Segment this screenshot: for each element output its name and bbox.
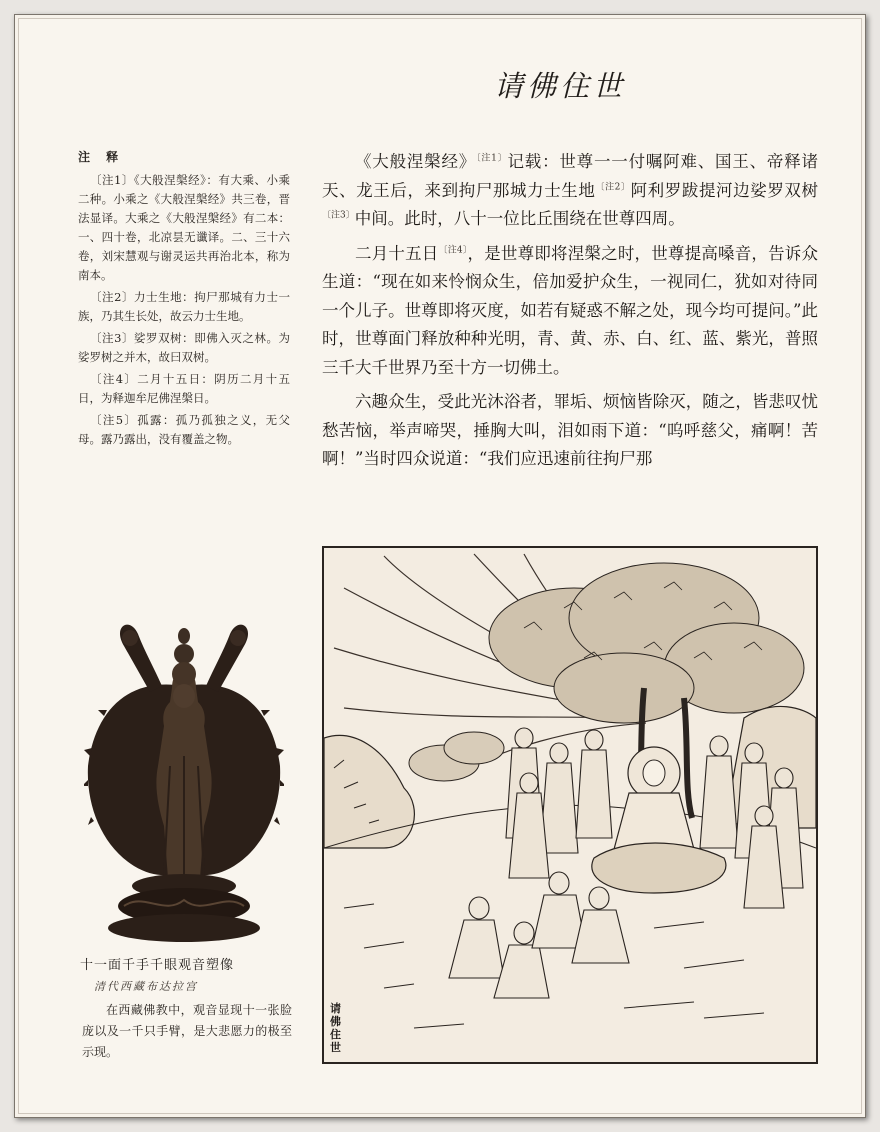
p2-text-b: ，是世尊即将涅槃之时，世尊提高嗓音，告诉众生道：“现在如来怜悯众生，倍加爱护众生，一视同仁，犹如对待同一个儿子。世尊即将灭度，如若有疑惑不解之处，现今均可提问。”此时，世尊面门释放种种光明，青、黄、赤、白、红、蓝、紫光，普照三千大千世界乃至十方一切佛土。 xyxy=(322,243,819,377)
notes-heading: 注 释 xyxy=(78,150,125,164)
statue-description: 在西藏佛教中，观音显现十一张脸庞以及一千只手臂，是大悲愿力的极至示现。 xyxy=(82,1003,292,1059)
footnote-ref-2: 〔注2〕 xyxy=(595,182,631,192)
woodblock-illustration xyxy=(322,546,818,1064)
note-1: 〔注1〕《大般涅槃经》：有大乘、小乘二种。小乘之《大般涅槃经》共三卷，晋法显译。大乘之《大般涅槃经》有二本：一、四十卷，北凉昙无谶译。二、三十六卷，刘宋慧观与谢灵运共再治北本，称为南本。 xyxy=(78,173,290,282)
paragraph-3: 六趣众生，受此光沐浴者，罪垢、烦恼皆除灭，随之，皆悲叹忧愁苦恼，举声啼哭，捶胸大叫，泪如雨下道：“呜呼慈父，痛啊！苦啊！”当时四众说道：“我们应迅速前往拘尸那 xyxy=(322,392,818,468)
p1-text-b: 记载：世尊一一付嘱阿难、国王、帝释诸天、龙王后，来到拘尸那城力士生地 xyxy=(322,152,819,200)
paragraph-2 xyxy=(322,240,818,383)
statue-location: 清代西藏布达拉宫 xyxy=(94,980,198,993)
p2-text-a: 二月十五日 xyxy=(355,243,439,263)
footnote-ref-4: 〔注4〕 xyxy=(438,245,468,255)
footnote-ref-3: 〔注3〕 xyxy=(322,210,355,221)
statue-caption: 十一面千手千眼观音塑像 xyxy=(80,958,235,973)
statue-illustration xyxy=(84,616,284,944)
note-5: 〔注5〕孤露：孤乃孤独之义，无父母。露乃露出，没有覆盖之物。 xyxy=(78,413,290,446)
nirvana-scene xyxy=(324,548,816,1062)
notes-column xyxy=(78,148,290,452)
guanyin-statue-image xyxy=(84,616,284,944)
footnote-ref-1: 〔注1〕 xyxy=(476,153,508,164)
p1-text-a: 《大般涅槃经》 xyxy=(355,152,477,171)
main-text xyxy=(322,148,818,480)
p1-text-d: 中间。此时，八十一位比丘围绕在世尊四周。 xyxy=(354,209,685,228)
page-title: 请佛住世 xyxy=(494,69,627,103)
p1-text-c: 阿利罗跋提河边娑罗双树 xyxy=(630,180,819,200)
illustration-label: 请佛住世 xyxy=(330,1002,341,1054)
note-2: 〔注2〕力士生地：拘尸那城有力士一族，乃其生长处，故云力士生地。 xyxy=(78,290,290,323)
note-4: 〔注4〕二月十五日：阴历二月十五日，为释迦牟尼佛涅槃日。 xyxy=(78,372,290,405)
note-3: 〔注3〕娑罗双树：即佛入灭之林。为娑罗树之并木，故曰双树。 xyxy=(78,331,290,364)
paragraph-1 xyxy=(322,148,818,234)
